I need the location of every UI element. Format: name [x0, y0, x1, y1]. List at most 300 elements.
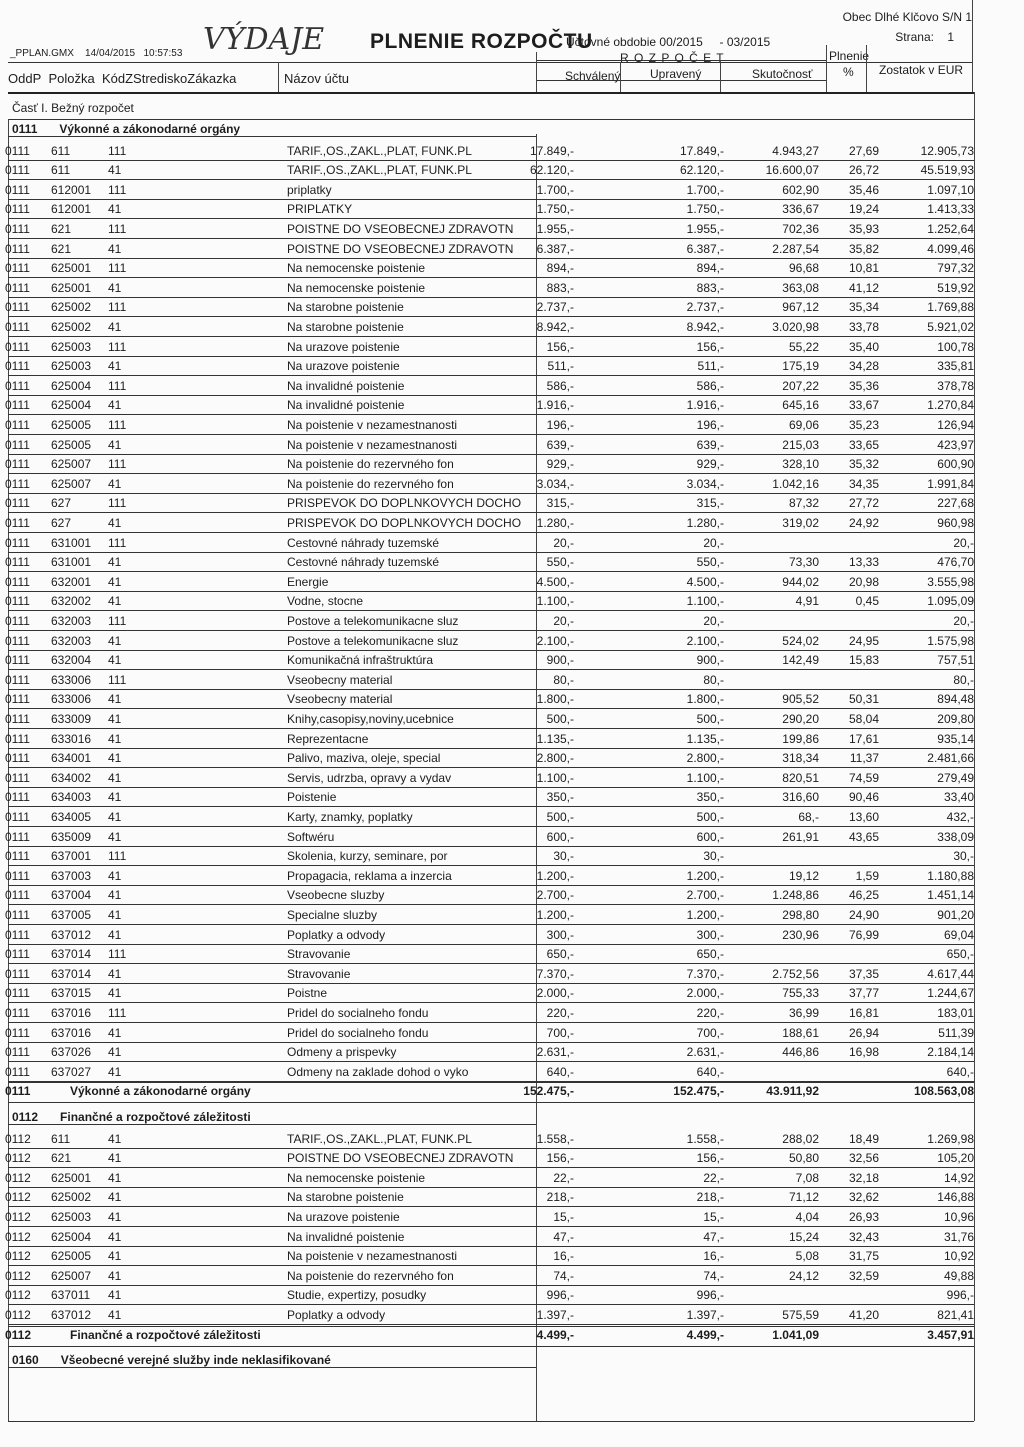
row-divider: [8, 532, 974, 533]
row-schvaleny: 315,-: [546, 496, 574, 511]
row-nazov: Na starobne poistenie: [287, 320, 404, 334]
row-schvaleny: 639,-: [546, 437, 574, 452]
row-zostatok: 20,-: [953, 614, 974, 628]
row-upraveny: 156,-: [696, 339, 724, 354]
row-schvaleny: 996,-: [546, 1288, 574, 1303]
row-polozka: 637014: [51, 966, 92, 981]
row-oddp: 0111: [5, 986, 30, 1001]
section-code: 0111: [12, 122, 38, 136]
header-vline-2: [536, 52, 537, 92]
section-total-row: [0, 1084, 1024, 1104]
row-plnenie: 35,36: [848, 378, 879, 393]
row-nazov: Stravovanie: [287, 966, 351, 981]
col-rozpocet: R O Z P O Č E T: [620, 51, 725, 65]
row-polozka: 611: [51, 163, 71, 178]
row-skutocnost: 175,19: [782, 359, 819, 374]
row-schvaleny: 640,-: [546, 1064, 574, 1079]
row-divider: [8, 885, 974, 886]
row-upraveny: 218,-: [696, 1190, 724, 1205]
row-divider: [8, 395, 974, 396]
row-zostatok: 3.555,98: [927, 574, 974, 589]
row-kodz: 111: [108, 672, 127, 687]
row-nazov: Poistenie: [287, 790, 337, 805]
report-date: 14/04/2015: [85, 48, 136, 59]
row-schvaleny: 220,-: [546, 1006, 574, 1020]
row-nazov: Na urazove poistenie: [287, 339, 400, 354]
total-skutocnost: 43.911,92: [766, 1084, 819, 1099]
total-zostatok: 3.457,91: [927, 1327, 974, 1342]
row-schvaleny: 650,-: [546, 947, 574, 962]
row-kodz: 41: [108, 1025, 122, 1040]
row-upraveny: 74,-: [703, 1268, 724, 1283]
row-oddp: 0112: [5, 1249, 31, 1264]
row-nazov: Na poistenie do rezervného fon: [287, 457, 454, 472]
row-oddp: 0111: [5, 829, 30, 844]
row-zostatok: 821,41: [937, 1308, 974, 1322]
row-upraveny: 20,-: [703, 535, 724, 550]
row-schvaleny: 1.200,-: [536, 868, 574, 883]
row-zostatok: 209,80: [937, 712, 974, 726]
row-polozka: 637012: [51, 1308, 92, 1322]
row-upraveny: 2.737,-: [686, 300, 724, 315]
row-divider: [8, 1285, 974, 1286]
row-polozka: 632004: [51, 653, 92, 668]
row-schvaleny: 7.370,-: [536, 966, 574, 981]
row-divider: [8, 316, 974, 317]
row-oddp: 0111: [5, 300, 30, 315]
row-schvaleny: 300,-: [546, 927, 574, 942]
col-polozka: Položka: [48, 71, 95, 86]
section-underline: [8, 1367, 536, 1368]
row-plnenie: 17,61: [848, 731, 879, 746]
row-polozka: 625007: [51, 1268, 92, 1283]
row-kodz: 111: [108, 418, 127, 432]
total-zostatok: 108.563,08: [913, 1084, 974, 1099]
row-oddp: 0111: [5, 476, 30, 491]
row-polozka: 627: [51, 496, 72, 511]
row-nazov: Poplatky a odvody: [287, 927, 386, 942]
row-schvaleny: 500,-: [546, 810, 574, 824]
row-oddp: 0111: [5, 692, 30, 707]
col-skutocnost: Skutočnosť: [752, 67, 813, 81]
row-polozka: 634001: [51, 751, 92, 766]
total-skutocnost: 1.041,09: [772, 1327, 819, 1342]
section-heading: [12, 1110, 251, 1124]
row-nazov: Na nemocenske poistenie: [287, 1170, 426, 1185]
row-plnenie: 41,12: [848, 280, 879, 295]
row-nazov: PRISPEVOK DO DOPLNKOVYCH DOCHO: [287, 496, 522, 511]
row-schvaleny: 1.280,-: [536, 516, 574, 530]
row-plnenie: 32,62: [848, 1190, 879, 1205]
row-polozka: 637016: [51, 1025, 92, 1040]
row-plnenie: 26,93: [848, 1210, 879, 1224]
row-divider: [8, 473, 974, 474]
row-plnenie: 35,40: [848, 339, 879, 354]
col-zostatok: Zostatok v EUR: [879, 63, 964, 77]
row-zostatok: 960,98: [937, 516, 974, 530]
total-schvaleny: 152.475,-: [523, 1084, 574, 1099]
row-upraveny: 220,-: [696, 1006, 724, 1020]
row-schvaleny: 47,-: [553, 1229, 574, 1244]
row-kodz: 111: [108, 1006, 127, 1020]
row-kodz: 41: [108, 1170, 122, 1185]
row-skutocnost: 2.752,56: [772, 966, 819, 981]
row-divider: [8, 277, 974, 278]
row-oddp: 0111: [5, 437, 30, 452]
row-zostatok: 1.575,98: [927, 633, 974, 648]
row-skutocnost: 207,22: [782, 378, 819, 393]
row-upraveny: 1.397,-: [686, 1308, 724, 1322]
row-upraveny: 700,-: [696, 1025, 724, 1040]
row-oddp: 0111: [5, 143, 30, 158]
row-upraveny: 996,-: [696, 1288, 724, 1303]
row-skutocnost: 36,99: [788, 1006, 819, 1020]
row-upraveny: 20,-: [703, 614, 724, 628]
row-skutocnost: 575,59: [782, 1308, 819, 1322]
row-upraveny: 1.200,-: [686, 908, 724, 922]
row-plnenie: 33,65: [848, 437, 879, 452]
row-polozka: 637027: [51, 1064, 92, 1079]
row-divider: [8, 238, 974, 239]
row-schvaleny: 1.200,-: [536, 908, 574, 922]
row-zostatok: 519,92: [937, 280, 974, 295]
row-divider: [8, 944, 974, 945]
row-polozka: 632003: [51, 614, 92, 628]
section-underline: [8, 136, 536, 137]
row-schvaleny: 1.800,-: [536, 692, 574, 707]
row-skutocnost: 4.943,27: [772, 143, 819, 158]
section-title: Finančné a rozpočtové záležitosti: [60, 1110, 251, 1124]
row-plnenie: 37,77: [848, 986, 879, 1001]
row-divider: [8, 1042, 974, 1043]
row-oddp: 0111: [5, 418, 30, 432]
row-polozka: 637001: [51, 849, 92, 864]
row-zostatok: 45.519,93: [920, 163, 974, 178]
row-upraveny: 315,-: [696, 496, 724, 511]
row-plnenie: 11,37: [849, 751, 879, 766]
row-zostatok: 335,81: [937, 359, 974, 374]
col-nazov: Názov účtu: [284, 71, 350, 86]
row-schvaleny: 350,-: [546, 790, 574, 805]
row-oddp: 0111: [5, 731, 30, 746]
row-nazov: Na invalidné poistenie: [287, 378, 405, 393]
row-kodz: 111: [108, 947, 127, 962]
row-divider: [8, 1246, 974, 1247]
row-divider: [8, 610, 974, 611]
row-zostatok: 600,90: [937, 457, 974, 472]
row-polozka: 625003: [51, 1210, 92, 1224]
header-vline-3: [620, 62, 621, 92]
row-upraveny: 3.034,-: [686, 476, 724, 491]
row-plnenie: 26,72: [848, 163, 879, 178]
row-oddp: 0111: [5, 594, 30, 609]
row-polozka: 632003: [51, 633, 92, 648]
row-divider: [8, 1265, 974, 1266]
row-skutocnost: 5,08: [795, 1249, 819, 1264]
row-skutocnost: 96,68: [788, 261, 819, 276]
row-zostatok: 511,39: [938, 1025, 974, 1040]
row-nazov: Odmeny na zaklade dohod o vyko: [287, 1064, 469, 1079]
row-oddp: 0111: [5, 927, 30, 942]
row-nazov: Postove a telekomunikacne sluz: [287, 633, 459, 648]
total-bottom-line: [8, 1346, 974, 1347]
row-divider: [8, 571, 974, 572]
file-id: _PPLAN.GMX: [10, 48, 74, 59]
row-skutocnost: 55,22: [788, 339, 819, 354]
total-upraveny: 4.499,-: [686, 1327, 724, 1342]
row-nazov: Skolenia, kurzy, seminare, por: [287, 849, 448, 864]
row-polozka: 637004: [51, 888, 92, 903]
row-schvaleny: 15,-: [553, 1210, 574, 1224]
row-skutocnost: 7,08: [795, 1170, 819, 1185]
row-polozka: 637005: [51, 908, 92, 922]
row-nazov: priplatky: [287, 182, 332, 197]
row-divider: [8, 552, 974, 553]
row-zostatok: 69,04: [943, 927, 974, 942]
row-zostatok: 894,48: [937, 692, 974, 707]
period-to: - 03/2015: [719, 35, 771, 49]
row-oddp: 0111: [5, 633, 30, 648]
row-skutocnost: 316,60: [782, 790, 819, 805]
row-polozka: 621: [51, 241, 72, 256]
row-upraveny: 6.387,-: [686, 241, 724, 256]
row-kodz: 111: [108, 300, 127, 315]
row-plnenie: 41,20: [848, 1308, 879, 1322]
row-nazov: POISTNE DO VSEOBECNEJ ZDRAVOTN: [287, 241, 514, 256]
row-oddp: 0111: [5, 888, 30, 903]
row-divider: [8, 1022, 974, 1023]
report-file-id: [10, 48, 182, 59]
row-divider: [8, 336, 974, 337]
row-oddp: 0111: [5, 359, 30, 374]
total-bottom-line: [8, 1102, 974, 1103]
row-polozka: 637016: [51, 1006, 92, 1020]
row-plnenie: 33,67: [848, 398, 879, 413]
row-kodz: 41: [108, 359, 122, 374]
row-zostatok: 183,01: [937, 1006, 974, 1020]
row-upraveny: 1.200,-: [686, 868, 724, 883]
row-skutocnost: 87,32: [788, 496, 819, 511]
row-oddp: 0112: [5, 1151, 31, 1166]
col-schvaleny: Schválený: [565, 69, 621, 83]
row-upraveny: 4.500,-: [686, 574, 724, 589]
row-schvaleny: 2.737,-: [536, 300, 574, 315]
row-zostatok: 996,-: [946, 1288, 974, 1303]
page-indicator: [895, 30, 954, 44]
row-oddp: 0111: [5, 574, 30, 589]
row-oddp: 0112: [5, 1190, 31, 1205]
handwritten-note: VÝDAJE: [203, 22, 325, 57]
row-divider: [8, 434, 974, 435]
row-skutocnost: 16.600,07: [765, 163, 819, 178]
row-oddp: 0111: [5, 712, 30, 726]
row-skutocnost: 290,20: [782, 712, 819, 726]
row-upraveny: 650,-: [696, 947, 724, 962]
row-divider: [8, 689, 974, 690]
row-kodz: 41: [108, 320, 122, 334]
row-oddp: 0111: [5, 1045, 30, 1060]
section-heading: [12, 122, 240, 136]
row-divider: [8, 630, 974, 631]
row-schvaleny: 22,-: [553, 1170, 574, 1185]
row-schvaleny: 4.500,-: [536, 574, 574, 589]
header-vline-5: [826, 45, 827, 92]
row-kodz: 41: [108, 692, 122, 707]
row-plnenie: 31,75: [848, 1249, 879, 1264]
row-zostatok: 423,97: [937, 437, 974, 452]
row-polozka: 625005: [51, 1249, 92, 1264]
row-zostatok: 10,96: [943, 1210, 974, 1224]
row-kodz: 41: [108, 653, 122, 668]
row-zostatok: 20,-: [953, 535, 974, 550]
row-skutocnost: 363,08: [782, 280, 819, 295]
row-nazov: Na poistenie v nezamestnanosti: [287, 1249, 458, 1264]
row-divider: [8, 1187, 974, 1188]
row-polozka: 633006: [51, 692, 92, 707]
row-schvaleny: 1.955,-: [536, 222, 574, 236]
row-schvaleny: 1.100,-: [536, 770, 574, 785]
row-kodz: 111: [108, 535, 127, 550]
row-oddp: 0111: [5, 1006, 30, 1020]
row-zostatok: 640,-: [946, 1064, 974, 1079]
row-oddp: 0111: [5, 535, 30, 550]
row-upraveny: 500,-: [696, 810, 724, 824]
row-oddp: 0111: [5, 378, 30, 393]
row-polozka: 625001: [51, 261, 92, 276]
row-plnenie: 32,43: [848, 1229, 879, 1244]
row-schvaleny: 586,-: [546, 378, 574, 393]
row-nazov: Stravovanie: [287, 947, 351, 962]
row-plnenie: 35,46: [848, 182, 879, 197]
row-zostatok: 33,40: [943, 790, 974, 805]
row-nazov: Pridel do socialneho fondu: [287, 1025, 429, 1040]
row-divider: [8, 1002, 974, 1003]
row-zostatok: 1.270,84: [927, 398, 974, 413]
row-upraveny: 7.370,-: [686, 966, 724, 981]
row-zostatok: 1.180,88: [927, 868, 974, 883]
row-divider: [8, 1226, 974, 1227]
row-upraveny: 1.280,-: [686, 516, 724, 530]
row-skutocnost: 73,30: [788, 555, 819, 570]
row-schvaleny: 196,-: [546, 418, 574, 432]
row-skutocnost: 905,52: [782, 692, 819, 707]
row-zostatok: 49,88: [943, 1268, 974, 1283]
row-zostatok: 757,51: [937, 653, 974, 668]
row-polozka: 637014: [51, 947, 92, 962]
row-oddp: 0111: [5, 810, 30, 824]
row-oddp: 0111: [5, 339, 30, 354]
row-nazov: Knihy,casopisy,noviny,ucebnice: [287, 712, 454, 726]
row-plnenie: 13,33: [848, 555, 879, 570]
row-divider: [8, 454, 974, 455]
row-upraveny: 511,-: [697, 359, 724, 374]
row-oddp: 0112: [5, 1268, 31, 1283]
row-skutocnost: 1.248,86: [772, 888, 819, 903]
section-title: Výkonné a zákonodarné orgány: [59, 122, 241, 136]
row-plnenie: 32,56: [848, 1151, 879, 1166]
row-upraveny: 550,-: [696, 555, 724, 570]
row-plnenie: 13,60: [848, 810, 879, 824]
row-divider: [8, 160, 974, 161]
row-skutocnost: 967,12: [782, 300, 819, 315]
row-zostatok: 146,88: [937, 1190, 974, 1205]
row-nazov: Na invalidné poistenie: [287, 398, 405, 413]
row-nazov: Na poistenie v nezamestnanosti: [287, 418, 458, 432]
row-oddp: 0111: [5, 182, 30, 197]
row-nazov: Cestovné náhrady tuzemské: [287, 535, 440, 550]
row-divider: [8, 650, 974, 651]
row-schvaleny: 17.849,-: [529, 143, 574, 158]
row-skutocnost: 215,03: [782, 437, 819, 452]
row-schvaleny: 1.558,-: [536, 1131, 574, 1146]
row-polozka: 621: [51, 1151, 72, 1166]
col-upraveny: Upravený: [650, 67, 702, 81]
row-kodz: 41: [108, 790, 122, 805]
row-polozka: 634005: [51, 810, 92, 824]
period-label: Účtovné obdobie: [566, 35, 657, 49]
row-schvaleny: 1.750,-: [536, 202, 574, 217]
row-kodz: 41: [108, 712, 122, 726]
row-skutocnost: 318,34: [782, 751, 819, 766]
row-nazov: Reprezentacne: [287, 731, 369, 746]
row-plnenie: 43,65: [848, 829, 879, 844]
row-oddp: 0111: [5, 672, 30, 687]
row-schvaleny: 156,-: [546, 1151, 574, 1166]
row-schvaleny: 700,-: [546, 1025, 574, 1040]
row-nazov: POISTNE DO VSEOBECNEJ ZDRAVOTN: [287, 222, 514, 236]
row-upraveny: 1.750,-: [686, 202, 724, 217]
row-kodz: 41: [108, 927, 122, 942]
total-title: Finančné a rozpočtové záležitosti: [70, 1327, 261, 1342]
row-kodz: 111: [108, 182, 127, 197]
total-top-line: [8, 1326, 974, 1327]
row-nazov: Komunikačná infraštruktúra: [287, 653, 434, 668]
row-nazov: Karty, znamky, poplatky: [287, 810, 413, 824]
row-upraveny: 883,-: [696, 280, 724, 295]
total-upraveny: 152.475,-: [673, 1084, 724, 1099]
row-nazov: Na poistenie do rezervného fon: [287, 476, 454, 491]
row-zostatok: 1.991,84: [927, 476, 974, 491]
row-plnenie: 24,92: [848, 516, 879, 530]
row-skutocnost: 19,12: [788, 868, 819, 883]
row-polozka: 625002: [51, 320, 92, 334]
row-oddp: 0112: [5, 1288, 31, 1303]
row-skutocnost: 298,80: [782, 908, 819, 922]
row-upraveny: 15,-: [703, 1210, 724, 1224]
row-skutocnost: 50,80: [788, 1151, 819, 1166]
row-upraveny: 30,-: [703, 849, 724, 864]
row-polozka: 634002: [51, 770, 92, 785]
row-plnenie: 15,83: [848, 653, 879, 668]
row-polozka: 633016: [51, 731, 92, 746]
row-oddp: 0111: [5, 280, 30, 295]
row-skutocnost: 188,61: [782, 1025, 819, 1040]
row-zostatok: 2.481,66: [927, 751, 974, 766]
header-vline-7: [972, 0, 973, 92]
row-oddp: 0111: [5, 398, 30, 413]
row-divider: [8, 199, 974, 200]
row-kodz: 111: [108, 339, 127, 354]
row-nazov: Energie: [287, 574, 329, 589]
row-polozka: 612001: [51, 182, 92, 197]
row-schvaleny: 1.135,-: [536, 731, 574, 746]
row-zostatok: 797,32: [937, 261, 974, 276]
row-kodz: 41: [108, 280, 122, 295]
row-plnenie: 32,18: [848, 1170, 879, 1185]
header-vline-4: [720, 60, 721, 92]
frame-bottom: [8, 1421, 974, 1422]
row-divider: [8, 1148, 974, 1149]
